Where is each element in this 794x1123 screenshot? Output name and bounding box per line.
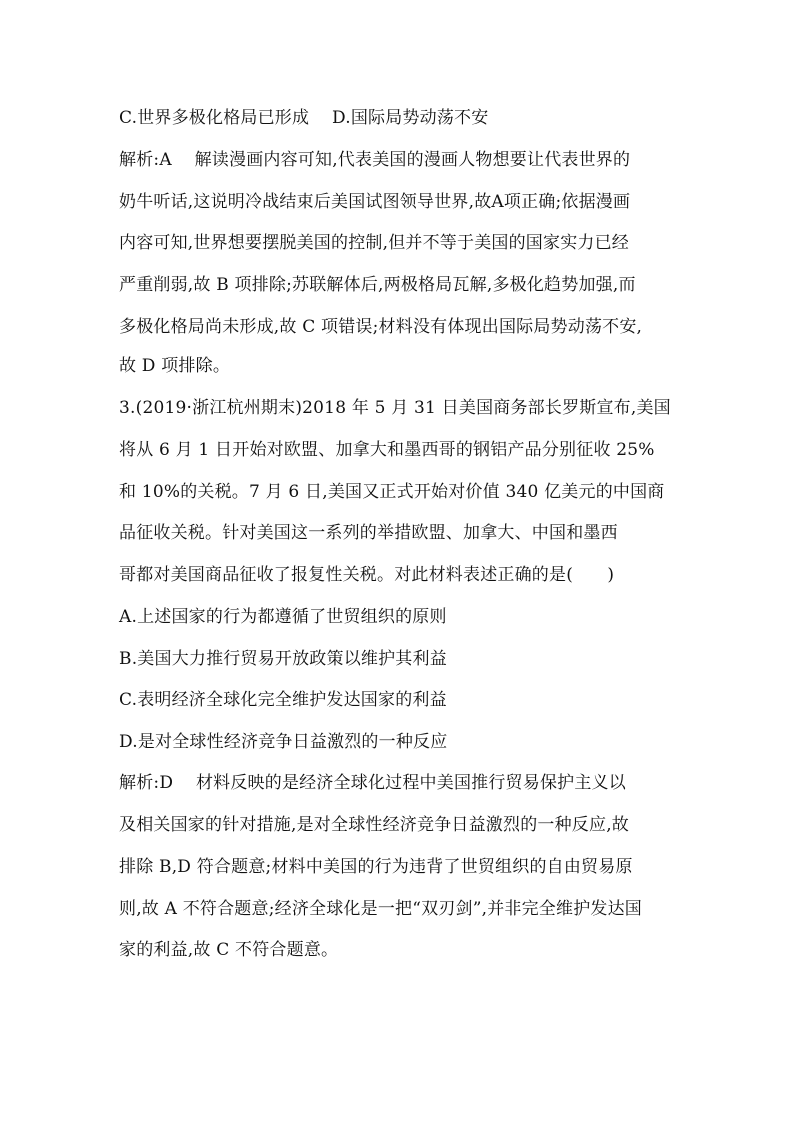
analysis-3-line-5: 家的利益,故 C 不符合题意。 — [119, 940, 339, 960]
analysis-2-line-4: 严重削弱,故 B 项排除;苏联解体后,两极格局瓦解,多极化趋势加强,而 — [119, 275, 636, 295]
option-c: C.表明经济全球化完全维护发达国家的利益 — [119, 690, 447, 710]
option-a: A.上述国家的行为都遵循了世贸组织的原则 — [119, 607, 447, 627]
question-3-line-2: 将从 6 月 1 日开始对欧盟、加拿大和墨西哥的钢铝产品分别征收 25% — [119, 440, 655, 460]
option-d: D.是对全球性经济竞争日益激烈的一种反应 — [119, 732, 448, 752]
question-3-line-5: 哥都对美国商品征收了报复性关税。对此材料表述正确的是( ) — [119, 565, 615, 585]
analysis-3-line-4: 则,故 A 不符合题意;经济全球化是一把“双刃剑”,并非完全维护发达国 — [119, 899, 643, 919]
analysis-2-line-3: 内容可知,世界想要摆脱美国的控制,但并不等于美国的国家实力已经 — [119, 233, 630, 253]
analysis-3-line-3: 排除 B,D 符合题意;材料中美国的行为违背了世贸组织的自由贸易原 — [119, 857, 633, 877]
question-3-line-3: 和 10%的关税。7 月 6 日,美国又正式开始对价值 340 亿美元的中国商 — [119, 482, 665, 502]
question-3-line-4: 品征收关税。针对美国这一系列的举措欧盟、加拿大、中国和墨西 — [119, 523, 618, 543]
analysis-3-line-1: 解析:D 材料反映的是经济全球化过程中美国推行贸易保护主义以 — [119, 773, 626, 793]
analysis-2-line-1: 解析:A 解读漫画内容可知,代表美国的漫画人物想要让代表世界的 — [119, 150, 631, 170]
analysis-2-line-5: 多极化格局尚未形成,故 C 项错误;材料没有体现出国际局势动荡不安, — [119, 317, 643, 337]
analysis-2-line-2: 奶牛听话,这说明冷战结束后美国试图领导世界,故A项正确;依据漫画 — [119, 192, 631, 212]
option-b: B.美国大力推行贸易开放政策以维护其利益 — [119, 649, 447, 669]
analysis-3-line-2: 及相关国家的针对措施,是对全球性经济竞争日益激烈的一种反应,故 — [119, 815, 630, 835]
analysis-2-line-6: 故 D 项排除。 — [119, 356, 231, 376]
question-3-line-1: 3.(2019·浙江杭州期末)2018 年 5 月 31 日美国商务部长罗斯宣布,美国 — [119, 398, 671, 418]
option-line-c-d: C.世界多极化格局已形成 D.国际局势动荡不安 — [119, 108, 489, 128]
